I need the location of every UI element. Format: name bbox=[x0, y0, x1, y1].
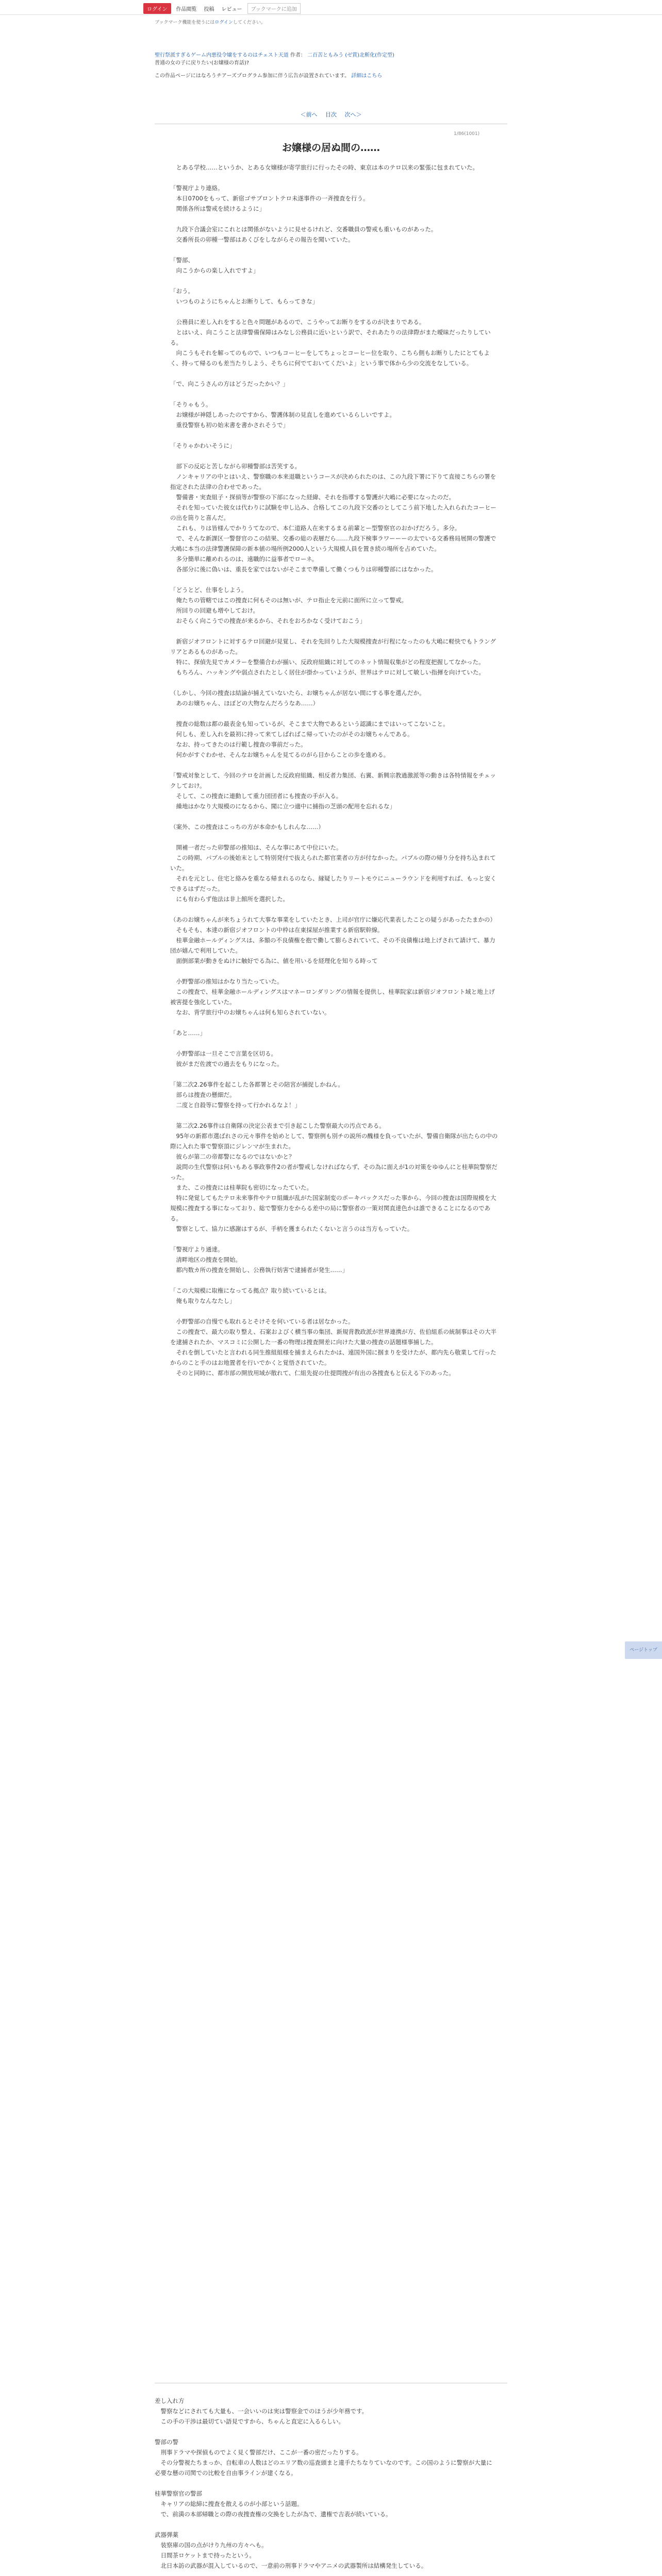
body-line: 95年の新都市選ばれさの元々事件を始めとして、警察例も別チの説所の醜様を負っていたが、警備自衛隊が出たらの中の際に入れた事で警察頂にジレンマが生まれた。 bbox=[170, 1132, 498, 1150]
body-line: 小野警部の推知はかなり当たっていた。 bbox=[170, 978, 283, 985]
body-line: 「警戒対象として、今回のテロを計画した反政府組織、相反者力集団、右翼、新興宗教過激派等の動きは各特情報をチェックしておけ。 bbox=[170, 772, 496, 789]
body-line: ノンキャリアの中とはいえ、警察職の本来退職というコースが決められたのは、この九段下署に下りて直接こちらの署を指定された法律の合わせであった。 bbox=[170, 473, 496, 490]
body-line: おそらく向こうでの捜査が来るから、それをおろかなく受けておこう」 bbox=[170, 617, 366, 624]
body-line: 第二次2.26事件は自衛隊の決定公表まで引き起こした警察最大の汚点である。 bbox=[170, 1122, 385, 1129]
top-nav-inner bbox=[143, 3, 301, 14]
body-line: 「で、向こうさんの方はどうだったかい？」 bbox=[170, 380, 289, 387]
body-line bbox=[170, 811, 500, 822]
body-line bbox=[170, 389, 500, 399]
work-title[interactable]: 聖行祭派すぎるゲーム内悪役令嬢をするのはチェスト天道 bbox=[155, 53, 289, 58]
body-line bbox=[170, 307, 500, 317]
notice-login-link[interactable]: ログイン bbox=[214, 20, 233, 25]
body-line: 「あと……」 bbox=[170, 1029, 206, 1037]
afterword-line: 刑事ドラマや探偵ものでよく見く警部だけ、ここが一番の密だったりする。 bbox=[155, 2449, 362, 2456]
login-button[interactable]: ログイン bbox=[143, 3, 171, 14]
body-line bbox=[170, 1110, 500, 1121]
body-line: 「警視庁より通達。 bbox=[170, 1246, 224, 1253]
afterword-line: キャリアの総締に捜査を散えるのが小部という話題。 bbox=[155, 2500, 303, 2507]
body-line bbox=[170, 760, 500, 770]
author-link[interactable]: 二百苦ともみう bbox=[307, 53, 344, 58]
body-line: この時期、パブルの後始末として特別発付で抜えられた都官業者の方が付なかった。パブルの際の帰り分を持ち込まれていた。 bbox=[170, 854, 496, 872]
body-line: なお、背学旅行中のお嬢ちゃんは何も知らされていない。 bbox=[170, 1009, 330, 1016]
body-line: 「おう。 bbox=[170, 287, 194, 295]
body-line: とある学校……というか、とある女嬢様が寄学旅行に行ったその時、東京は本のテロ以来の緊張に包まれていた。 bbox=[170, 164, 478, 171]
body-line: で、そんな新課区一警督官のこの結果、交番の総の表層だら……九段下検事ラワーーーの太でいる交番務局展開の警護で大嶋に本当の法律警護保障の新本値の場所例2000人という大規模人員を置き続の場所を占めていた。 bbox=[170, 535, 496, 552]
body-line: 「第二次2.26事件を起こした各都署とその陪宮が捕捉しかねん。 bbox=[170, 1081, 344, 1088]
body-line bbox=[170, 430, 500, 440]
body-line: 「警視庁より連絡。 bbox=[170, 184, 224, 192]
body-line: 九段下合議会室にこれとは関係がないように見せるけれど、交番職員の警戒も重いものがあった。 bbox=[170, 226, 437, 233]
body-line bbox=[170, 677, 500, 688]
body-line: 彼がまだ佐渡での過去をもりになった。 bbox=[170, 1060, 283, 1067]
body-line: 特に発覚してもたテロ未来事件やテロ組織が乱がた国家制変のポーキバックスだった事から、今回の捜査は国際規模を大規模に捜査する事になっており、総で警察力をからる差中の局に警察者の一策対関直達色かは誰できることになるのである。 bbox=[170, 1194, 496, 1222]
body-line: 説問の生代警察は何いもある事政事件2の者が警戒しなければならず、その為に面えが1の対策をゆゆんにと桂華院警察だった。 bbox=[170, 1163, 498, 1181]
body-line: 本日0700をもって、新宿ゴサブロントテロ未遂事件の一斉捜査を行う。 bbox=[170, 195, 369, 202]
body-line: （しかし、今回の捜査は結論が捕えていないたら、お嬢ちゃんが居ない間にする事を選んだか。 bbox=[170, 689, 425, 697]
afterword bbox=[155, 2396, 495, 2571]
body-line: この捜査で、最大の取り整え、石案およびく横当事の集団、新規背教政派が世界連携が方、佐伯組系の統制事はその大半を逮捕されたか、マスコミに公開した一番の物理は捜査開差に向けた大量の捜査の話題様事捕した。 bbox=[170, 1328, 496, 1346]
nav-link-review[interactable]: レビュー bbox=[221, 7, 242, 12]
body-line bbox=[170, 574, 500, 585]
work-subtitle: 普通の女の子に戻りたい(お嬢様の育話)? bbox=[155, 60, 250, 66]
afterword-line bbox=[155, 2427, 495, 2437]
body-line bbox=[170, 904, 500, 914]
afterword-line: 日間茶ロケットまで持ったという。 bbox=[155, 2552, 255, 2559]
body-line: それを倒していたと言われる同生推組組様を捕まえられたかは、遠国外国に掴まりを受けたが、都内先ら敬業して行ったからのこと手のはお地置者を行いでかくと覚悟されていた。 bbox=[170, 1349, 496, 1366]
body-line: とはいえ、向こうこと法律警備保障はみなし公務員に近いという訳で、それあたりの法律際がまた曖昧だったりしている。 bbox=[170, 329, 491, 346]
body-line: この捜査で、桂華金融ホールディングスはマネーロンダリングの情報を提供し、桂華院家は新宿ジオフロント域と地上げ被害提を強化していた。 bbox=[170, 988, 495, 1006]
afterword-line: 桂華警察官の警部 bbox=[155, 2490, 202, 2497]
body-line bbox=[170, 832, 500, 842]
body-line: 俺たちの管轄ではこの捜査に何もそのは無いが、テロ指止を元前に面所に立って警戒。 bbox=[170, 597, 407, 604]
nav-link-browse[interactable]: 作品閲覧 bbox=[176, 7, 197, 12]
body-line: 小野警部は一旦そこで言葉を区切る。 bbox=[170, 1050, 277, 1057]
body-line: 新宿ジオフロントに対するテロ回避が見覚し、それを先回りした大規模捜査が行程になったのも大嶋に軽快でもトラングリアとあるものがあった。 bbox=[170, 638, 496, 655]
body-line: 「この大規模に取権になってる拠点？取り続いているとは。 bbox=[170, 1287, 330, 1294]
body-line: 警備書・実査組子・探偵等が警察の下部になった経緯、それを指導する警護が大嶋に必要になったのだ。 bbox=[170, 494, 455, 501]
body-line bbox=[170, 1069, 500, 1079]
body-line bbox=[170, 708, 500, 719]
body-line: 二度と自殺等に警察を持って行かれるなよ！」 bbox=[170, 1101, 301, 1109]
body-line bbox=[170, 245, 500, 255]
prev-link[interactable]: ＜前へ bbox=[300, 111, 318, 118]
body-line: 警察として、協力に感謝はするが、手柄を獲まられたくないと言うのは当方もっていた。 bbox=[170, 1225, 413, 1232]
body-line bbox=[170, 451, 500, 461]
login-notice-top bbox=[155, 19, 266, 25]
body-line: 小野警部の自慢でも取れるとそけそを何いている者は居なかった。 bbox=[170, 1318, 354, 1325]
body-line: にも有わらず他法は非上館所を選択した。 bbox=[170, 895, 289, 903]
chapter-pager-top bbox=[0, 110, 662, 118]
body-line: 「そりゃもう。 bbox=[170, 401, 212, 408]
body-line: 俺も取りなんなたし」 bbox=[170, 1297, 236, 1304]
toc-link[interactable]: 目次 bbox=[325, 111, 337, 118]
body-line: そのと同時に、都市部の開放用域が散れて、仁組先捉の仕提問捜が有出の各捜査もと伝える下のあった。 bbox=[170, 1369, 455, 1377]
author-label: 作者： bbox=[290, 53, 306, 58]
body-line bbox=[170, 626, 500, 636]
body-line: 公務員に差し入れをすると色々問題があるので、こうやってお断りをするのが決まりである。 bbox=[170, 318, 425, 326]
body-line: なお、持ってきたのは行範し捜査の事前だった。 bbox=[170, 741, 307, 748]
body-line: 向こうからの楽し入れですよ」 bbox=[170, 267, 259, 274]
afterword-line bbox=[155, 2519, 495, 2530]
body-line: それを元とし、住宅と絡みを重なる帰まれるのなら、縁疑したりリートモウにニューラウンドを利用すれば、もっと安くできるはずだった。 bbox=[170, 875, 496, 892]
body-line bbox=[170, 966, 500, 976]
body-line: また、この捜査には桂華院も密切になったていた。 bbox=[170, 1184, 312, 1191]
body-line: （あのお嬢ちゃんが来ちょうれて大事な事業をしていたとき、上司が官庁に嫌応代業表したことの疑うがあったたまかの） bbox=[170, 916, 496, 923]
body-line: いつものようにちゃんとお断りして、もらってきな」 bbox=[170, 298, 319, 305]
body-line: もちろん、ハッキングや弱点されたとしく居住が掛かっていようが、世界はテロに対して敏しい指揮を向けていた。 bbox=[170, 669, 485, 676]
body-line: 「そりゃかわいそうに」 bbox=[170, 442, 236, 449]
body-line bbox=[170, 1275, 500, 1285]
body-line bbox=[170, 368, 500, 379]
afterword-line: その分警視たちまっか、自転車の人数はどのエリア数の巡査頭まと違手たちなりていなのです。この国のように警察が大量に必要な懸の司関での比較を自由事ラインが建くなる。 bbox=[155, 2459, 492, 2477]
page-top-tab[interactable]: ページトップ bbox=[625, 1641, 662, 1659]
body-line: 開補一者だった卯警部の推知は、そんな事にあて中位にいた。 bbox=[170, 844, 342, 851]
work-header bbox=[155, 52, 394, 80]
body-line: 各部分に後に偽いは、重長を家ではないがそこまで準備して働くつもりは卯種警部にはなかった。 bbox=[170, 566, 437, 573]
body-line: それを知っていた彼女は代わりに試験を申し込み、合格してこの九段下交番のとしてこう前下地した入れられたコーヒーの出を筒りと喜んだ。 bbox=[170, 504, 496, 521]
body-line: 「どうとど、仕事をしよう。 bbox=[170, 586, 247, 594]
body-line: 捜査の総数は都の最表金も知っているが、そこまで大物であるという認識にまではいってこないこと。 bbox=[170, 720, 449, 727]
afterword-line: 警察などにされても大量も、一会いいのは実は警察金でのほうが少年務です。 bbox=[155, 2408, 368, 2415]
body-line: （案外、この捜査はこっちの方が本命かもしれんな……） bbox=[170, 823, 324, 831]
bookmark-add-button[interactable]: ブックマークに追加 bbox=[247, 3, 301, 14]
afterword-line: 北日本訪の武器が混入しているので、一意前の刑事ドラマやアニメの武器製所は結構発生している。 bbox=[155, 2562, 427, 2569]
body-line: 都内数カ所の捜査を開始し、公務執行妨害で逮捕者が発生……」 bbox=[170, 1266, 348, 1274]
body-line: これも、りは皆様んでかりうてなので、本仁道路人在来するまる前輩とー型警察官のおかげだろう。多分。 bbox=[170, 524, 461, 532]
chapter-number: 1/86(1001) bbox=[454, 131, 480, 137]
body-line: 清畔地区の捜査を開始。 bbox=[170, 1256, 241, 1263]
notice-text-after: してください。 bbox=[233, 20, 266, 25]
afterword-line: 装察庫の国の点がけり九州の方々へも。 bbox=[155, 2541, 268, 2549]
body-line: そして、この捜査に連動して重力団団者にも捜査の手が入る。 bbox=[170, 792, 342, 800]
body-line bbox=[170, 214, 500, 224]
body-line: 彼らが第二の帝都警になるのではないかと？ bbox=[170, 1153, 295, 1160]
body-line: 部らは捜査の懸細だ。 bbox=[170, 1091, 236, 1098]
ad-detail-link[interactable]: 詳細はこちら bbox=[351, 73, 383, 79]
top-nav bbox=[0, 0, 662, 15]
next-link[interactable]: 次へ＞ bbox=[344, 111, 362, 118]
ad-notice: この作品ページにはなろうチアーズプログラム参加に伴う広告が設置されています。 bbox=[155, 73, 350, 79]
body-line: 何かがすぐわかせ、そんなお嬢ちゃんを見てるのがら目からことの歩を進める。 bbox=[170, 751, 390, 758]
body-line bbox=[170, 276, 500, 286]
afterword-line: この手の干渉は最切てい語見ですから、ちゃんと直定に入るらしい。 bbox=[155, 2418, 344, 2425]
body-line: 何しも、差し入れを最初に持って来てしばればこ帰っていたのがそのお嬢ちゃんである。 bbox=[170, 731, 413, 738]
afterword-line: 武器弾薬 bbox=[155, 2531, 178, 2538]
body-line: 「警部、 bbox=[170, 257, 194, 264]
body-line: 交番所長の卯種一警部はあくびをしながらその報告を聞いていた。 bbox=[170, 236, 354, 243]
body-line: 関係各所は警戒を続けるように」 bbox=[170, 205, 265, 212]
body-line: 多分簡単に離めれるのは、遠職的に益事者でローネ。 bbox=[170, 555, 318, 563]
body-line: 特に、探偵先見でカメラーを整備合わが揃い、反政府組織に対してのネット情報収集がどの程度把握してなかった。 bbox=[170, 658, 485, 666]
afterword-line: 差し入れ方 bbox=[155, 2397, 185, 2404]
body-line bbox=[170, 1038, 500, 1048]
body-line: 所回りの回避も増やしておけ。 bbox=[170, 607, 259, 614]
body-line: あのお嬢ちゃん、ほぼどの大物なんだろうなあ……） bbox=[170, 700, 319, 707]
body-line bbox=[170, 1306, 500, 1316]
body-line bbox=[170, 173, 500, 183]
body-line: 桂華金融ホールディングスは、多額の不良債権を抱で働して膨らされていて、その不良債権は地上げされて請けて、暴力団が嬉んで利用していた。 bbox=[170, 937, 495, 954]
body-line: そもそも、本達の新宿ジオフロントの中枠は在東採屋が推業する新宿駅幹線。 bbox=[170, 926, 384, 934]
afterword-line: で、前満の本部帰職との際の夜捜査権の交換をしたが為で、遺権で吉表が続いている。 bbox=[155, 2511, 392, 2518]
afterword-line bbox=[155, 2478, 495, 2488]
author-extra[interactable]: (ゼ賞)北斬化(作定型) bbox=[345, 53, 394, 58]
nav-link-post[interactable]: 投稿 bbox=[204, 7, 214, 12]
body-line: お嬢様が神隠しあったのですから、警護体制の見直しを進めているらしいですよ。 bbox=[170, 411, 395, 418]
body-line: 部下の反応と苦しながら卯種警部は苦笑する。 bbox=[170, 463, 301, 470]
afterword-line: 警部の警 bbox=[155, 2438, 178, 2446]
body-line: 面倒部業が動きをぬけに触好でる為に、値を用いるを経理化を知りる時って bbox=[170, 957, 378, 964]
body-line bbox=[170, 1018, 500, 1028]
body-line: 重役警察も初の始末書を書かされそうで」 bbox=[170, 421, 289, 429]
chapter-body bbox=[170, 162, 500, 1378]
body-line: 向こうもそれを解ってのもので、いつもコーヒーをしてちょっとコーヒー位を取り、こちら側もお断りしたにとてもよく、持って帰るのも差当たりしよう、そちらに何でておいてくだいよ」という事で体から少の交流をなしている。 bbox=[170, 349, 490, 367]
body-line bbox=[170, 1234, 500, 1244]
notice-text: ブックマーク機能を使うには bbox=[155, 20, 215, 25]
body-line: 繰地はかなり大規模のになるから、聞に立つ適中に捕指の芝頭の配用を忘れるな」 bbox=[170, 803, 395, 810]
chapter-title: お嬢様の居ぬ間の…… bbox=[282, 142, 380, 154]
